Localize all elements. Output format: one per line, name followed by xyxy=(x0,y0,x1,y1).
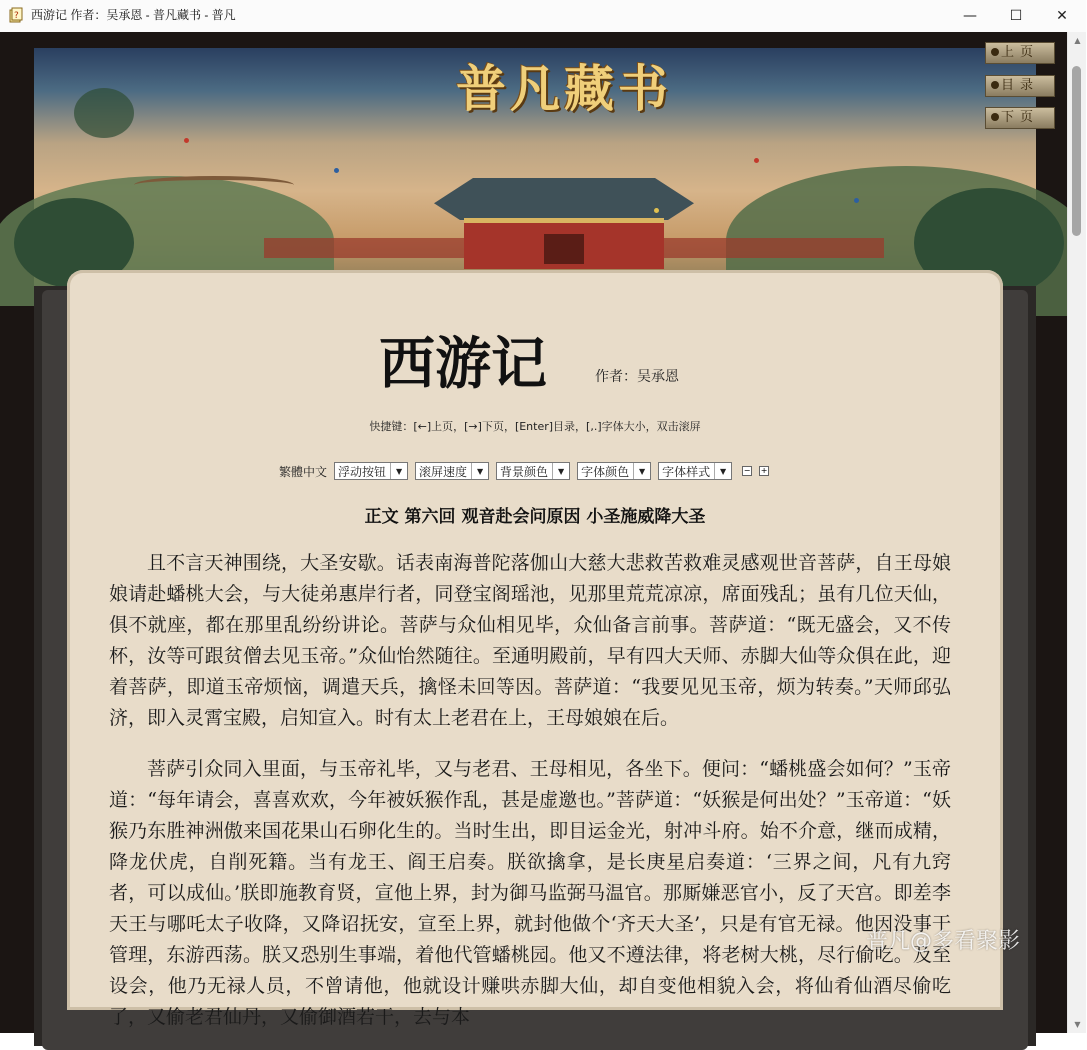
bullet-icon xyxy=(991,113,999,121)
font-smaller-button[interactable]: − xyxy=(743,466,751,475)
background-color-select[interactable] xyxy=(496,462,570,480)
vertical-scrollbar[interactable] xyxy=(1067,32,1086,1033)
select-label: 滚屏速度 xyxy=(419,464,468,479)
float-button-select[interactable] xyxy=(334,462,408,480)
reader-view xyxy=(0,32,1067,1033)
traditional-chinese-link[interactable]: 繁體中文 xyxy=(279,464,328,479)
toc-button[interactable] xyxy=(985,75,1055,97)
select-label: 背景颜色 xyxy=(500,464,549,479)
minimize-button[interactable]: — xyxy=(963,7,977,24)
watermark: 普凡@多看聚影 xyxy=(866,929,1021,954)
bullet-icon xyxy=(991,81,999,89)
book-author: 作者：吴承恩 xyxy=(595,369,679,385)
font-larger-button[interactable]: + xyxy=(760,466,768,475)
banner-decoration xyxy=(854,198,859,203)
banner-decoration xyxy=(184,138,189,143)
next-page-button[interactable] xyxy=(985,107,1055,129)
chapter-title: 正文 第六回 观音赴会问原因 小圣施威降大圣 xyxy=(364,507,706,527)
scroll-up-icon[interactable]: ▲ xyxy=(1074,36,1081,45)
text-paragraph: 菩萨引众同入里面，与玉帝礼毕，又与老君、王母相见，各坐下。便问：“蟠桃盛会如何？”玉帝道：“每年请会，喜喜欢欢，今年被妖猴作乱，甚是虚邀也。”菩萨道：“妖猴是何出处？”玉帝道：“妖猴乃东胜神洲傲来国花果山石卵化生的。当时生出，即目运金光，射冲斗府。始不介意，继而成精，降龙伏虎，自削死籍。当有龙王、阎王启奏。朕欲擒拿，是长庚星启奏道：‘三界之间，凡有九窍者，可以成仙。’朕即施教育贤，宣他上界，封为御马监弼马温官。那厮嫌恶官小，反了天宫。即差李天王与哪吒太子收降，又降诏抚安，宣至上界，就封他做个‘齐天大圣’，只是有官无禄。他因没事干管理，东游西荡。朕又恐别生事端，着他代管蟠桃园。他又不遵法律，将老树大桃，尽行偷吃。及至设会，他乃无禄人员，不曾请他，他就设计赚哄赤脚大仙，却自变他相貌入会，将仙肴仙酒尽偷吃了，又偷老君仙丹，又偷御酒若干，去与本 xyxy=(109,758,951,1028)
close-button[interactable]: ✕ xyxy=(1056,7,1068,24)
select-label: 字体样式 xyxy=(662,464,711,479)
app-icon xyxy=(8,7,24,23)
maximize-button[interactable]: ☐ xyxy=(1009,7,1023,24)
content-paper xyxy=(67,270,1003,1028)
font-style-select[interactable] xyxy=(658,462,732,480)
book-title: 西游记 xyxy=(379,331,547,397)
next-page-label: 下页 xyxy=(1000,110,1039,125)
select-label: 字体颜色 xyxy=(581,464,630,479)
reader-controls xyxy=(279,462,769,480)
prev-page-label: 上页 xyxy=(1000,45,1039,60)
select-label: 浮动按钮 xyxy=(338,464,387,479)
banner-decoration xyxy=(74,88,134,138)
chevron-down-icon: ▼ xyxy=(390,463,407,479)
banner-decoration xyxy=(334,168,339,173)
toc-label: 目录 xyxy=(1000,78,1039,93)
banner-decoration xyxy=(134,176,294,194)
window-titlebar xyxy=(0,0,1086,33)
text-paragraph: 且不言天神围绕，大圣安歇。话表南海普陀落伽山大慈大悲救苦救难灵感观世音菩萨，自王母娘娘请赴蟠桃大会，与大徒弟惠岸行者，同登宝阁瑶池，见那里荒荒凉凉，席面残乱；虽有几位天仙，俱不就座，都在那里乱纷纷讲论。菩萨与众仙相见毕，众仙备言前事。菩萨道：“既无盛会，又不传杯，汝等可跟贫僧去见玉帝。”众仙怡然随往。至通明殿前，早有四大天师、赤脚大仙等众俱在此，迎着菩萨，即道玉帝烦恼，调遣天兵，擒怪未回等因。菩萨道：“我要见见玉帝，烦为转奏。”天师邱弘济，即入灵霄宝殿，启知宣入。时有太上老君在上，王母娘娘在后。 xyxy=(109,552,951,729)
banner-decoration xyxy=(434,178,694,220)
chevron-down-icon: ▼ xyxy=(633,463,650,479)
chevron-down-icon: ▼ xyxy=(552,463,569,479)
chevron-down-icon: ▼ xyxy=(714,463,731,479)
banner-decoration xyxy=(654,208,659,213)
site-logo: 普凡藏书 xyxy=(456,59,672,118)
font-color-select[interactable] xyxy=(577,462,651,480)
banner-decoration xyxy=(754,158,759,163)
bullet-icon xyxy=(991,48,999,56)
header-banner xyxy=(34,48,1036,286)
prev-page-button[interactable] xyxy=(985,42,1055,64)
window-title: 西游记 作者：吴承恩 - 普凡藏书 - 普凡 xyxy=(31,8,236,22)
svg-text:?: ? xyxy=(14,11,19,21)
scroll-down-icon[interactable]: ▼ xyxy=(1074,1020,1081,1029)
scrollbar-thumb[interactable] xyxy=(1072,66,1081,236)
chevron-down-icon: ▼ xyxy=(471,463,488,479)
hotkey-hint: 快捷键：[←]上页，[→]下页，[Enter]目录，[,.]字体大小，双击滚屏 xyxy=(369,420,701,433)
banner-decoration xyxy=(544,234,584,264)
scroll-speed-select[interactable] xyxy=(415,462,489,480)
